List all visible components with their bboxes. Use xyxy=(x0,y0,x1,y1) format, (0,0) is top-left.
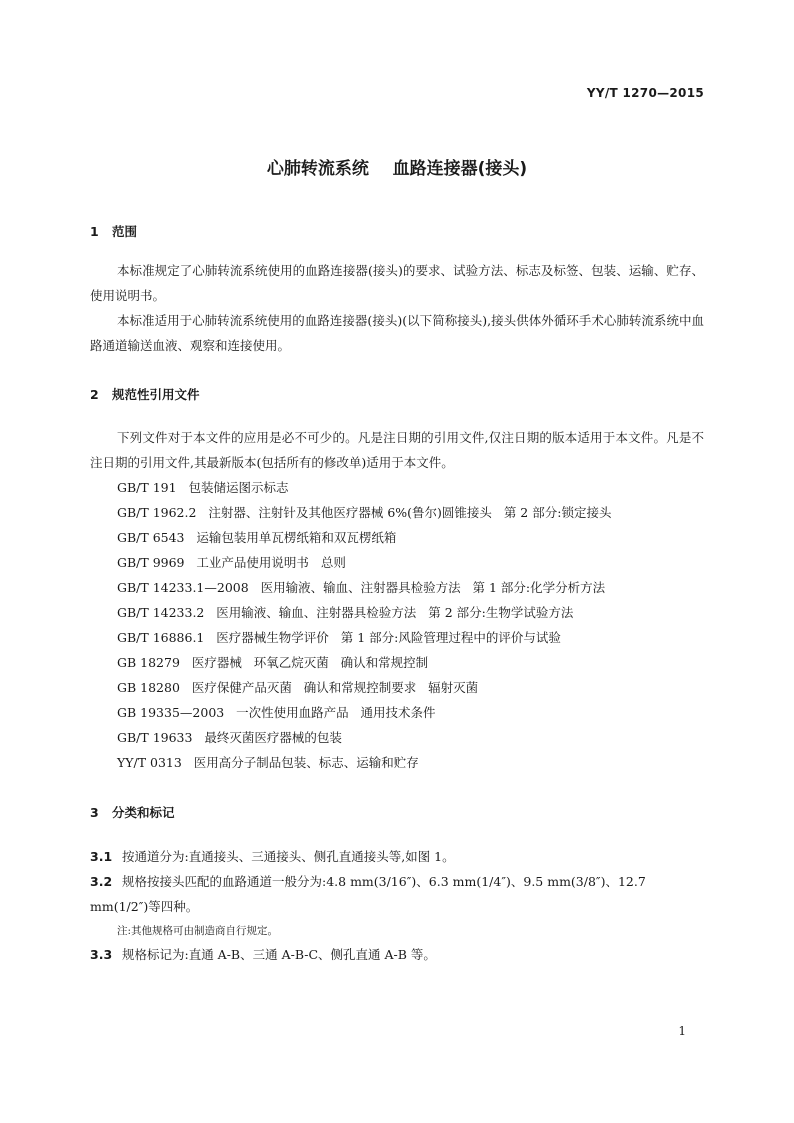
section-1-paragraph-1: 本标准规定了心肺转流系统使用的血路连接器(接头)的要求、试验方法、标志及标签、包装、运输、贮存、使用说明书。 xyxy=(90,263,704,303)
clause-number: 3.3 xyxy=(90,947,113,962)
reference-item: GB 19335—2003 一次性使用血路产品 通用技术条件 xyxy=(117,705,436,720)
section-number: 1 xyxy=(90,224,99,239)
section-1-heading xyxy=(90,222,137,240)
section-3-heading xyxy=(90,803,175,821)
section-2-heading xyxy=(90,385,200,403)
section-title: 分类和标记 xyxy=(112,805,175,820)
section-1-paragraph-2: 本标准适用于心肺转流系统使用的血路连接器(接头)(以下简称接头),接头供体外循环手术心肺转流系统中血路通道输送血液、观察和连接使用。 xyxy=(90,313,704,353)
page-number: 1 xyxy=(678,1024,686,1038)
reference-item: GB 18279 医疗器械 环氧乙烷灭菌 确认和常规控制 xyxy=(117,655,429,670)
reference-item: GB/T 6543 运输包装用单瓦楞纸箱和双瓦楞纸箱 xyxy=(117,530,397,545)
document-title: 心肺转流系统 血路连接器(接头) xyxy=(266,159,528,179)
reference-item: GB/T 14233.1—2008 医用输液、输血、注射器具检验方法 第 1 部分:化学分析方法 xyxy=(117,580,606,595)
section-title: 规范性引用文件 xyxy=(112,387,200,402)
clause-text: 规格按接头匹配的血路通道一般分为:4.8 mm(3/16″)、6.3 mm(1/4″)、9.5 mm(3/8″)、12.7 mm(1/2″)等四种。 xyxy=(90,874,646,914)
clause-number: 3.1 xyxy=(90,849,113,864)
clause-3-1 xyxy=(90,844,704,869)
clause-3-2 xyxy=(90,869,704,919)
reference-item: YY/T 0313 医用高分子制品包装、标志、运输和贮存 xyxy=(117,755,419,770)
standard-code: YY/T 1270—2015 xyxy=(586,86,704,100)
reference-item: GB/T 19633 最终灭菌医疗器械的包装 xyxy=(117,730,342,745)
reference-item: GB/T 16886.1 医疗器械生物学评价 第 1 部分:风险管理过程中的评价与试验 xyxy=(117,630,561,645)
reference-item: GB/T 1962.2 注射器、注射针及其他医疗器械 6%(鲁尔)圆锥接头 第 2 部分:锁定接头 xyxy=(117,505,612,520)
section-2-paragraph-1: 下列文件对于本文件的应用是必不可少的。凡是注日期的引用文件,仅注日期的版本适用于本文件。凡是不注日期的引用文件,其最新版本(包括所有的修改单)适用于本文件。 xyxy=(90,430,704,470)
section-title: 范围 xyxy=(112,224,138,239)
reference-item: GB/T 9969 工业产品使用说明书 总则 xyxy=(117,555,346,570)
section-number: 3 xyxy=(90,805,99,820)
clause-text: 按通道分为:直通接头、三通接头、侧孔直通接头等,如图 1。 xyxy=(122,849,455,864)
reference-item: GB/T 191 包装储运图示标志 xyxy=(117,480,289,495)
clause-text: 规格标记为:直通 A-B、三通 A-B-C、侧孔直通 A-B 等。 xyxy=(122,947,436,962)
section-number: 2 xyxy=(90,387,99,402)
reference-item: GB/T 14233.2 医用输液、输血、注射器具检验方法 第 2 部分:生物学试验方法 xyxy=(117,605,574,620)
reference-item: GB 18280 医疗保健产品灭菌 确认和常规控制要求 辐射灭菌 xyxy=(117,680,479,695)
clause-number: 3.2 xyxy=(90,874,113,889)
note: 注:其他规格可由制造商自行规定。 xyxy=(117,925,279,937)
clause-3-3 xyxy=(90,942,704,967)
